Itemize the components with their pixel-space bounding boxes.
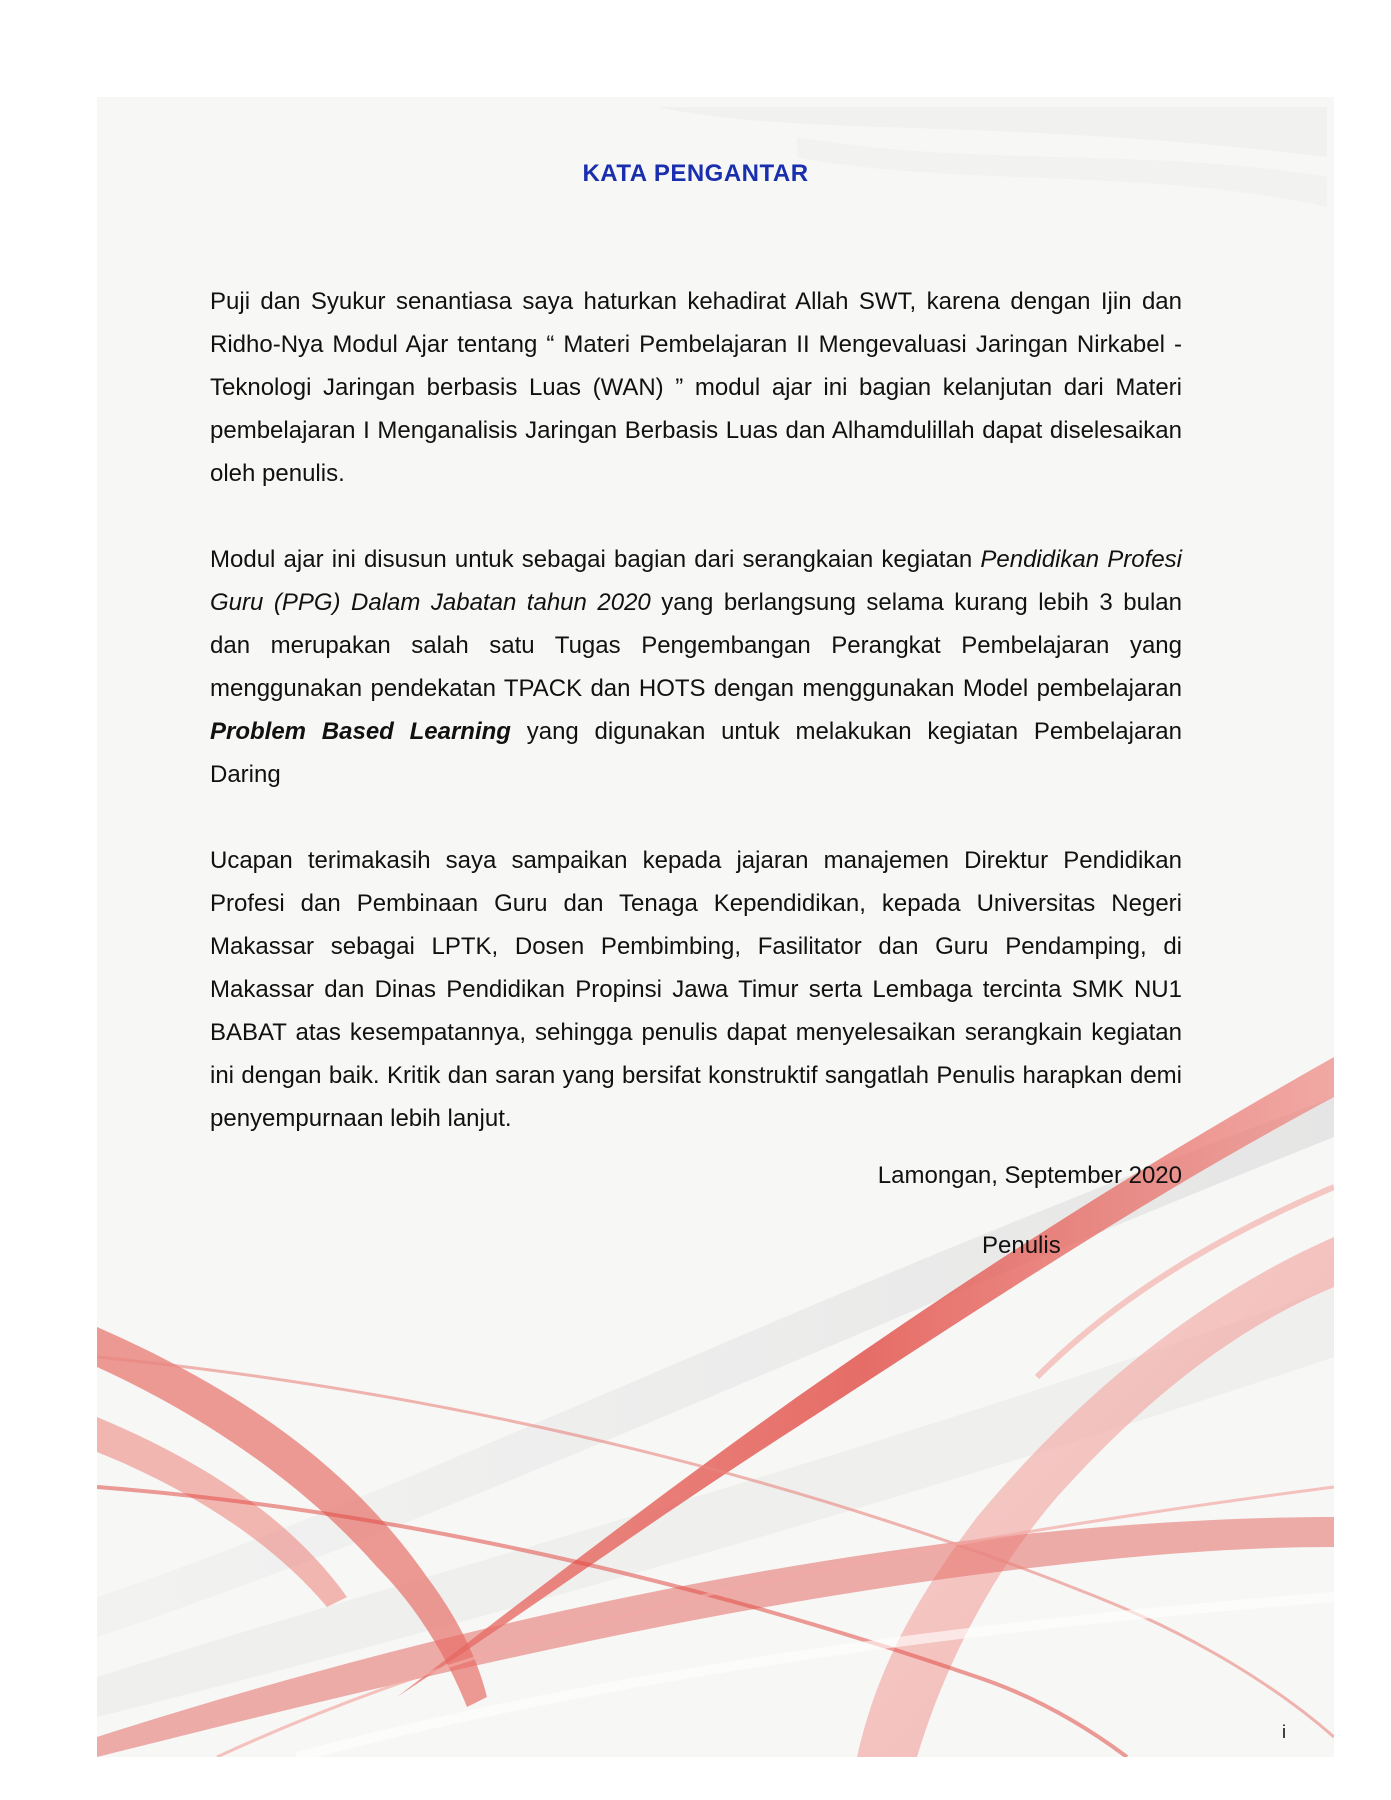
page-title: KATA PENGANTAR [582, 160, 809, 187]
page-number: i [1282, 1722, 1286, 1742]
paragraph-thanks: Ucapan terimakasih saya sampaikan kepada jajaran manajemen Direktur Pendidikan Profesi dan Pembinaan Guru dan Tenaga Kependidikan, kepada Universitas Negeri Makassar sebagai LPTK, Dosen Pembimbing, Fasilitator dan Guru Pendamping, di Makassar dan Dinas Pendidikan Propinsi Jawa Timur serta Lembaga tercinta SMK NU1 BABAT atas kesempatannya, sehingga penulis dapat menyelesaikan serangkain kegiatan ini dengan baik. Kritik dan saran yang bersifat konstruktif sangatlah Penulis harapkan demi penyempurnaan lebih lanjut. [210, 847, 1182, 1132]
paragraph-purpose [210, 538, 1182, 796]
learning-model-name: Problem Based Learning [210, 718, 511, 745]
author-signature-label: Penulis [982, 1232, 1061, 1259]
paragraph-purpose-text-2: yang berlangsung selama kurang lebih 3 bulan dan merupakan salah satu Tugas Pengembangan Perangkat Pembelajaran yang menggunakan pendekatan TPACK dan HOTS dengan menggunakan Model pembelajaran [210, 589, 1182, 702]
place-date: Lamongan, September 2020 [877, 1162, 1182, 1189]
paragraph-purpose-text-1: Modul ajar ini disusun untuk sebagai bagian dari serangkaian kegiatan [210, 546, 981, 573]
ppg-program-name: Pendidikan Profesi Guru (PPG) Dalam Jabatan tahun 2020 [210, 546, 1182, 616]
paragraph-intro: Puji dan Syukur senantiasa saya haturkan kehadirat Allah SWT, karena dengan Ijin dan Ridho-Nya Modul Ajar tentang “ Materi Pembelajaran II Mengevaluasi Jaringan Nirkabel - Teknologi Jaringan berbasis Luas (WAN) ” modul ajar ini bagian kelanjutan dari Materi pembelajaran I Menganalisis Jaringan Berbasis Luas dan Alhamdulillah dapat diselesaikan oleh penulis. [210, 288, 1182, 487]
body-text [210, 280, 1182, 1183]
paragraph-purpose-text-3: yang digunakan untuk melakukan kegiatan Pembelajaran Daring [210, 718, 1182, 788]
